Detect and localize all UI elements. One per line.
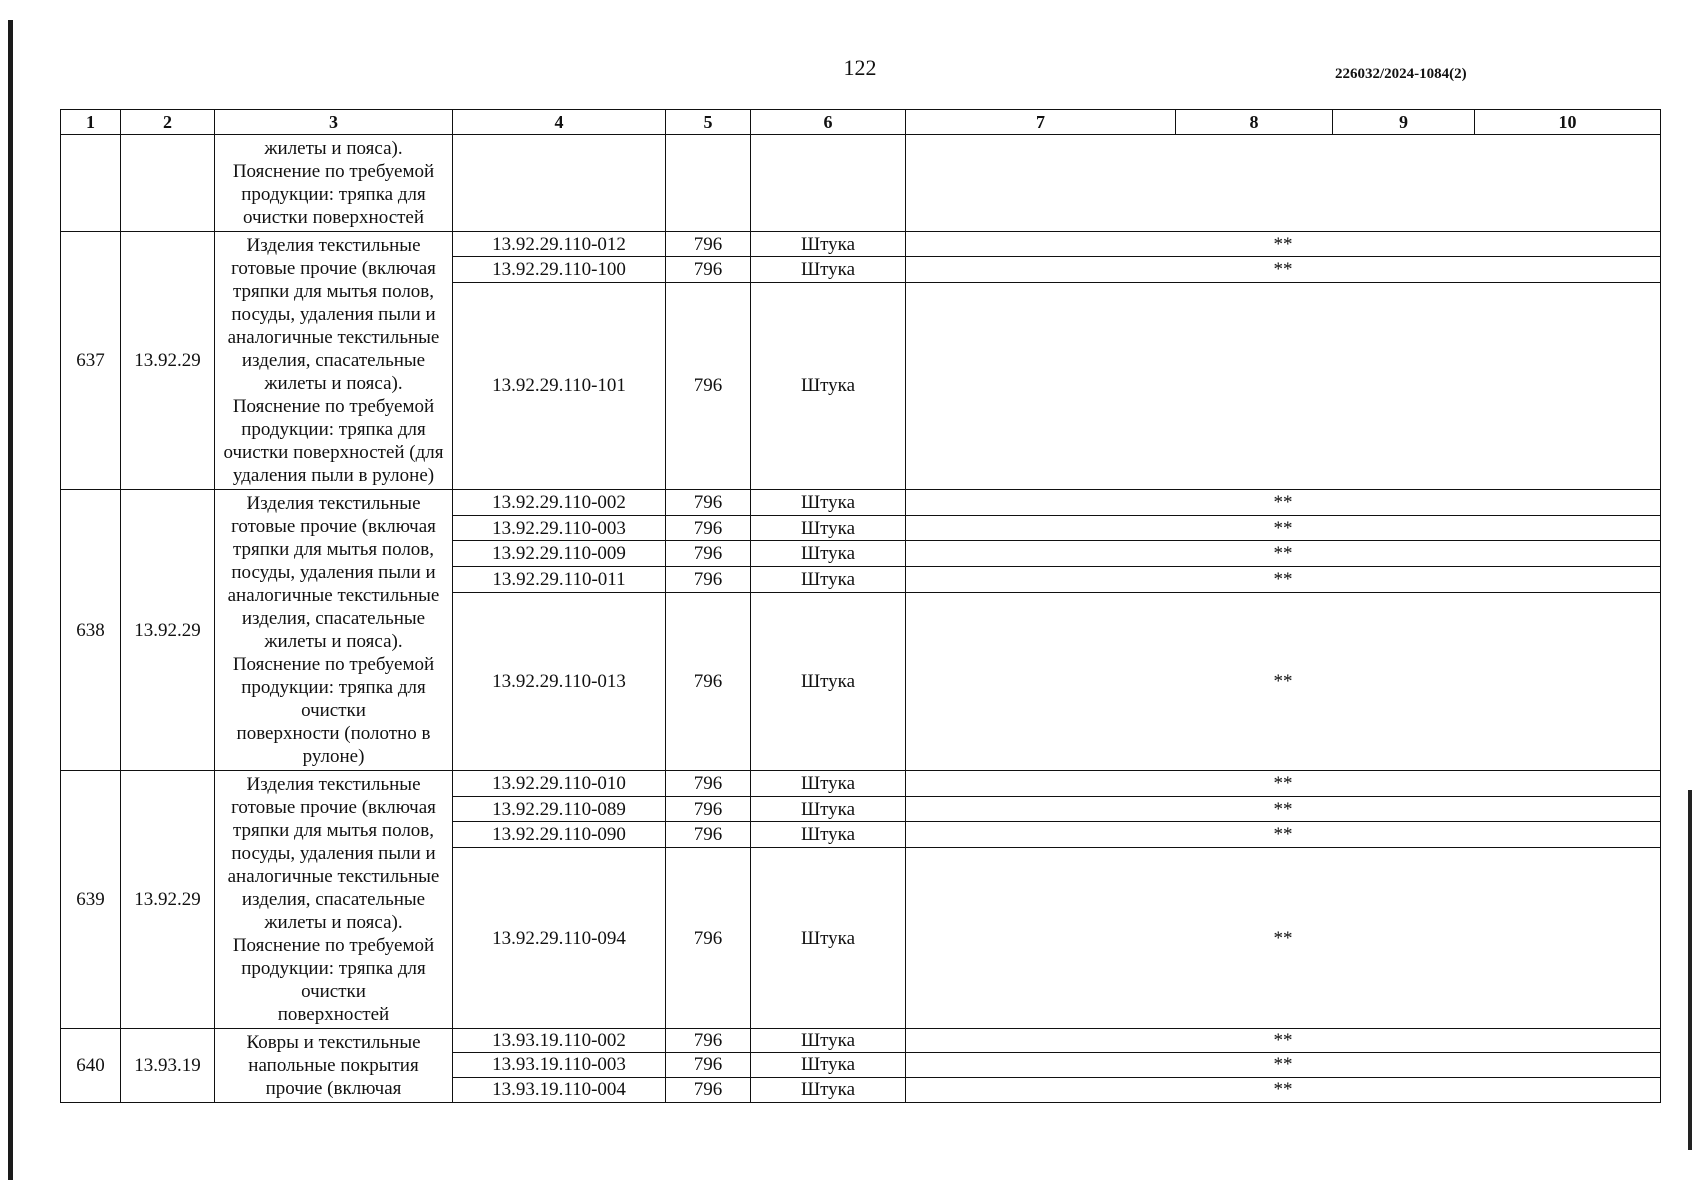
unit-name: Штука [751, 567, 906, 593]
ktru-code: 13.92.29.110-010 [453, 771, 666, 797]
page-number: 122 [843, 55, 877, 80]
unit-name: Штука [751, 796, 906, 822]
table-row [61, 135, 1661, 232]
okpd-code: 13.92.29 [121, 490, 215, 771]
extra-value: ** [906, 592, 1661, 770]
scan-edge [8, 20, 13, 1180]
okei-code: 796 [666, 822, 751, 848]
unit-name: Штука [751, 822, 906, 848]
okpd-code: 13.92.29 [121, 232, 215, 490]
okei-code: 796 [666, 257, 751, 282]
ktru-code: 13.92.29.110-094 [453, 848, 666, 1029]
row-number [61, 135, 121, 232]
extra-value: ** [906, 567, 1661, 593]
unit-name: Штука [751, 490, 906, 516]
ktru-code: 13.92.29.110-003 [453, 515, 666, 541]
table-row [61, 490, 1661, 516]
okei-code: 796 [666, 232, 751, 257]
okei-code: 796 [666, 1053, 751, 1077]
unit-name: Штука [751, 848, 906, 1029]
ktru-code: 13.92.29.110-002 [453, 490, 666, 516]
unit-name: Штука [751, 282, 906, 489]
unit-name: Штука [751, 592, 906, 770]
okei-code: 796 [666, 796, 751, 822]
unit-name [751, 135, 906, 232]
okei-code: 796 [666, 1077, 751, 1102]
product-table [60, 109, 1661, 1103]
ktru-code: 13.92.29.110-101 [453, 282, 666, 489]
scan-edge-right [1688, 790, 1692, 1150]
product-description: Изделия текстильные готовые прочие (включая тряпки для мытья полов, посуды, удаления пыли и аналогичные текстильные изделия, спасательные жилеты и пояса). Пояснение по требуемой продукции: тряпка для очистки поверхности (полотно в рулоне) [215, 490, 453, 771]
okei-code: 796 [666, 848, 751, 1029]
okpd-code: 13.92.29 [121, 771, 215, 1029]
okei-code: 796 [666, 490, 751, 516]
document-id: 226032/2024-1084(2) [1335, 66, 1467, 82]
product-description: Изделия текстильные готовые прочие (включая тряпки для мытья полов, посуды, удаления пыли и аналогичные текстильные изделия, спасательные жилеты и пояса). Пояснение по требуемой продукции: тряпка для очистки поверхностей (для удаления пыли в рулоне) [215, 232, 453, 490]
okei-code: 796 [666, 592, 751, 770]
unit-name: Штука [751, 1053, 906, 1077]
product-description: Ковры и текстильные напольные покрытия прочие (включая [215, 1029, 453, 1103]
okei-code [666, 135, 751, 232]
extra-value: ** [906, 1053, 1661, 1077]
okpd-code: 13.93.19 [121, 1029, 215, 1103]
unit-name: Штука [751, 515, 906, 541]
unit-name: Штука [751, 257, 906, 282]
extra-value [906, 282, 1661, 489]
ktru-code: 13.92.29.110-011 [453, 567, 666, 593]
row-number: 639 [61, 771, 121, 1029]
extra-value [906, 135, 1661, 232]
product-description: Изделия текстильные готовые прочие (включая тряпки для мытья полов, посуды, удаления пыли и аналогичные текстильные изделия, спасательные жилеты и пояса). Пояснение по требуемой продукции: тряпка для очистки поверхностей [215, 771, 453, 1029]
column-header: 7 [906, 110, 1176, 135]
ktru-code [453, 135, 666, 232]
extra-value: ** [906, 232, 1661, 257]
extra-value: ** [906, 771, 1661, 797]
column-header: 9 [1333, 110, 1475, 135]
okpd-code [121, 135, 215, 232]
row-number: 640 [61, 1029, 121, 1103]
column-header: 4 [453, 110, 666, 135]
column-header: 6 [751, 110, 906, 135]
unit-name: Штука [751, 1077, 906, 1102]
column-header: 3 [215, 110, 453, 135]
okei-code: 796 [666, 541, 751, 567]
table-row [61, 232, 1661, 257]
extra-value: ** [906, 515, 1661, 541]
ktru-code: 13.93.19.110-003 [453, 1053, 666, 1077]
okei-code: 796 [666, 771, 751, 797]
okei-code: 796 [666, 567, 751, 593]
extra-value: ** [906, 490, 1661, 516]
ktru-code: 13.92.29.110-100 [453, 257, 666, 282]
unit-name: Штука [751, 541, 906, 567]
header-row [61, 110, 1661, 135]
extra-value: ** [906, 541, 1661, 567]
extra-value: ** [906, 1029, 1661, 1053]
extra-value: ** [906, 796, 1661, 822]
unit-name: Штука [751, 1029, 906, 1053]
ktru-code: 13.93.19.110-004 [453, 1077, 666, 1102]
ktru-code: 13.93.19.110-002 [453, 1029, 666, 1053]
extra-value: ** [906, 848, 1661, 1029]
column-header: 8 [1176, 110, 1333, 135]
ktru-code: 13.92.29.110-009 [453, 541, 666, 567]
row-number: 638 [61, 490, 121, 771]
row-number: 637 [61, 232, 121, 490]
column-header: 10 [1475, 110, 1661, 135]
table-row [61, 1029, 1661, 1053]
ktru-code: 13.92.29.110-089 [453, 796, 666, 822]
extra-value: ** [906, 822, 1661, 848]
column-header: 5 [666, 110, 751, 135]
unit-name: Штука [751, 771, 906, 797]
extra-value: ** [906, 1077, 1661, 1102]
column-header: 2 [121, 110, 215, 135]
ktru-code: 13.92.29.110-012 [453, 232, 666, 257]
okei-code: 796 [666, 282, 751, 489]
table-body [61, 135, 1661, 1103]
table-row [61, 771, 1661, 797]
okei-code: 796 [666, 1029, 751, 1053]
okei-code: 796 [666, 515, 751, 541]
ktru-code: 13.92.29.110-013 [453, 592, 666, 770]
extra-value: ** [906, 257, 1661, 282]
product-description: жилеты и пояса). Пояснение по требуемой продукции: тряпка для очистки поверхностей [215, 135, 453, 232]
unit-name: Штука [751, 232, 906, 257]
column-header: 1 [61, 110, 121, 135]
ktru-code: 13.92.29.110-090 [453, 822, 666, 848]
